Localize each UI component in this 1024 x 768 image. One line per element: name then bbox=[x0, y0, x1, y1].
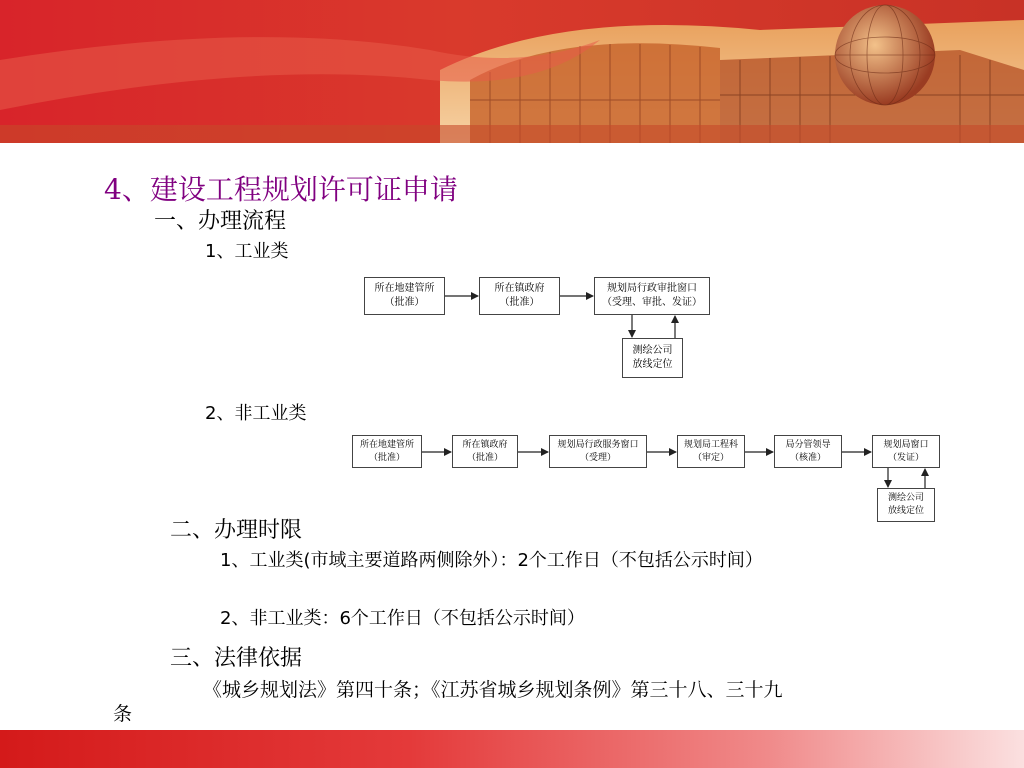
non-industrial-subheading: 2、非工业类 bbox=[205, 403, 307, 424]
box-sublabel: （核准） bbox=[789, 452, 826, 463]
section-legal-basis-heading: 三、法律依据 bbox=[170, 646, 303, 671]
box-sublabel: （批准） bbox=[368, 452, 405, 463]
box-label: 规划局行政服务窗口 bbox=[557, 439, 639, 450]
box-label: 规划局行政审批窗口 bbox=[607, 283, 697, 294]
box-sublabel: （受理、审批、发证） bbox=[602, 297, 702, 308]
box-label: 所在地建管所 bbox=[374, 283, 435, 294]
legal-basis-text-continued: 条 bbox=[113, 703, 133, 725]
box-label: 所在地建管所 bbox=[359, 439, 414, 450]
page-title: 4、建设工程规划许可证申请 bbox=[104, 173, 458, 206]
section-process-heading: 一、办理流程 bbox=[154, 209, 287, 234]
industrial-subheading: 1、工业类 bbox=[205, 241, 289, 262]
section-time-limit-heading: 二、办理时限 bbox=[170, 518, 303, 543]
footer-bar bbox=[0, 730, 1024, 768]
box-sublabel: 放线定位 bbox=[887, 506, 924, 516]
box-sublabel: （发证） bbox=[887, 452, 924, 463]
time-limit-non-industrial: 2、非工业类：6个工作日（不包括公示时间） bbox=[220, 608, 585, 629]
box-label: 规划局工程科 bbox=[683, 439, 738, 450]
box-label: 所在镇政府 bbox=[494, 283, 545, 294]
box-label: 所在镇政府 bbox=[462, 439, 508, 450]
box-sublabel: 放线定位 bbox=[632, 359, 673, 370]
box-label: 测绘公司 bbox=[632, 345, 673, 356]
box-label: 规划局窗口 bbox=[883, 439, 929, 450]
box-label: 局分管领导 bbox=[785, 439, 831, 450]
box-sublabel: （审定） bbox=[692, 452, 729, 463]
legal-basis-text: 《城乡规划法》第四十条；《江苏省城乡规划条例》第三十八、三十九 bbox=[203, 679, 783, 701]
box-sublabel: （批准） bbox=[466, 452, 503, 463]
box-sublabel: （受理） bbox=[579, 452, 616, 463]
box-label: 测绘公司 bbox=[887, 493, 924, 503]
time-limit-industrial: 1、工业类(市域主要道路两侧除外）：2个工作日（不包括公示时间） bbox=[220, 550, 763, 571]
box-sublabel: （批准） bbox=[384, 297, 425, 308]
box-sublabel: （批准） bbox=[499, 297, 540, 308]
